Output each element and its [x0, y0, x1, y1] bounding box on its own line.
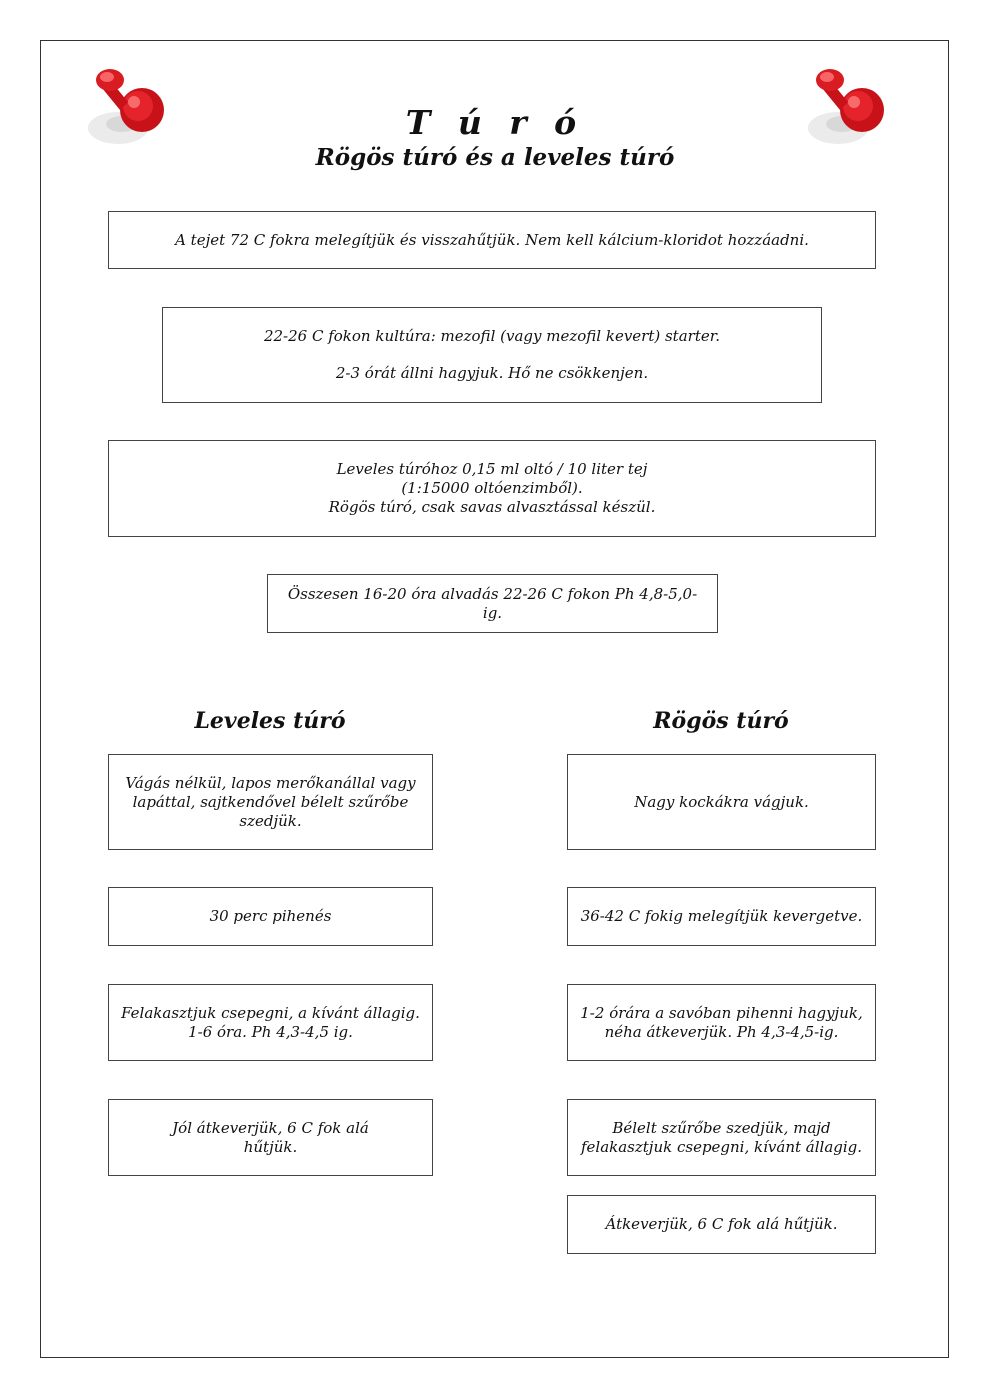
page-title: T ú r ó	[405, 103, 585, 142]
step-text: 36-42 C fokig melegítjük kevergetve.	[580, 907, 863, 925]
step-text: A tejet 72 C fokra melegítjük és visszahűtjük. Nem kell kálcium-kloridot hozzáadni.	[175, 230, 809, 249]
step-text: Rögös túró, csak savas alvasztással készül.	[328, 498, 656, 516]
step-text: 22-26 C fokon kultúra: mezofil (vagy mezofil kevert) starter.	[263, 327, 721, 345]
step-box-culture	[162, 307, 822, 403]
step-text: hűtjük.	[243, 1137, 298, 1156]
step-text: 1-6 óra. Ph 4,3-4,5 ig.	[188, 1022, 353, 1041]
leveles-box-cool	[108, 1099, 433, 1176]
step-text: 1-2 órára a savóban pihenni hagyjuk,	[580, 1003, 863, 1022]
step-text: (1:15000 oltóenzimből).	[401, 479, 583, 497]
step-text: szedjük.	[239, 811, 302, 830]
step-text: Összesen 16-20 óra alvadás 22-26 C fokon Ph 4,8-5,0-ig.	[287, 584, 698, 622]
step-text: Leveles túróhoz 0,15 ml oltó / 10 liter tej	[336, 460, 648, 478]
step-text: Felakasztjuk csepegni, a kívánt állagig.	[121, 1003, 420, 1022]
step-text: Jól átkeverjük, 6 C fok alá	[172, 1118, 369, 1137]
rogos-box-heat	[567, 887, 876, 946]
step-text: lapáttal, sajtkendővel bélelt szűrőbe	[132, 792, 409, 811]
step-text: 30 perc pihenés	[209, 907, 332, 925]
leveles-box-hang	[108, 984, 433, 1061]
rogos-box-rest	[567, 984, 876, 1061]
step-text: 2-3 órát állni hagyjuk. Hő ne csökkenjen.	[335, 364, 649, 382]
page-subtitle: Rögös túró és a leveles túró	[315, 144, 675, 171]
leveles-box-scoop	[108, 754, 433, 850]
step-text: Átkeverjük, 6 C fok alá hűtjük.	[605, 1215, 838, 1233]
rogos-box-cool	[567, 1195, 876, 1254]
rogos-box-hang	[567, 1099, 876, 1176]
step-text: Vágás nélkül, lapos merőkanállal vagy	[125, 773, 416, 792]
step-text: néha átkeverjük. Ph 4,3-4,5-ig.	[604, 1022, 839, 1041]
step-text: felakasztjuk csepegni, kívánt állagig.	[580, 1137, 863, 1156]
step-box-coagulation	[267, 574, 718, 633]
step-text: Bélelt szűrőbe szedjük, majd	[612, 1118, 831, 1137]
step-text: Nagy kockákra vágjuk.	[634, 792, 809, 811]
leveles-heading: Leveles túró	[194, 708, 346, 734]
rogos-box-cut	[567, 754, 876, 850]
rogos-heading: Rögös túró	[653, 708, 789, 734]
step-box-rennet	[108, 440, 876, 537]
leveles-box-rest	[108, 887, 433, 946]
step-box-heat-milk	[108, 211, 876, 269]
